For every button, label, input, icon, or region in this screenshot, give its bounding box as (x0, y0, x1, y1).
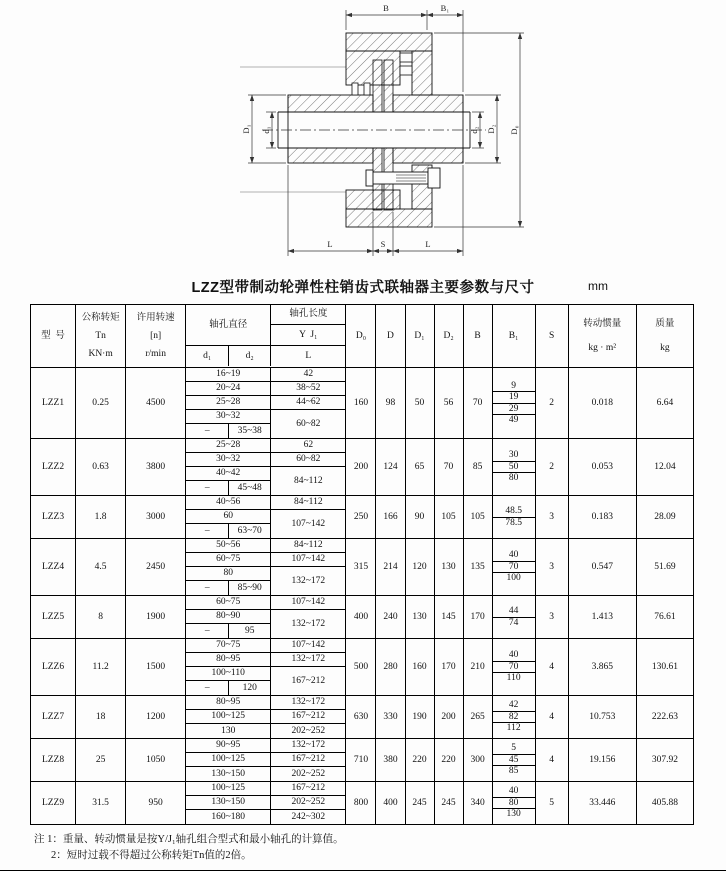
bore-cell (186, 639, 346, 696)
cell-speed: 950 (126, 782, 186, 825)
table-row (31, 596, 694, 639)
dim-label-D1: D₁ (241, 124, 251, 134)
cell-D: 330 (376, 696, 405, 739)
bore-grid (186, 782, 345, 824)
cell-torque: 1.8 (76, 496, 126, 539)
cell-model: LZZ6 (31, 639, 76, 696)
col-header-bore-diameter: 轴孔直径 (186, 305, 271, 346)
cell-D0: 250 (346, 496, 376, 539)
bore-diameter: 100~125 (186, 753, 271, 767)
cell-inertia: 33.446 (568, 782, 636, 825)
cell-torque: 11.2 (76, 639, 126, 696)
table-body (31, 368, 694, 825)
bore-length: 132~172 (291, 618, 326, 629)
note-line-2: 2：短时过载不得超过公称转矩Tn值的2倍。 (51, 850, 252, 861)
cell-D0: 630 (346, 696, 376, 739)
cell-D0: 800 (346, 782, 376, 825)
bore-d1: – (186, 681, 229, 695)
cell-model: LZZ9 (31, 782, 76, 825)
col-header-bore-length: 轴孔长度 (271, 305, 345, 325)
cell-B: 85 (463, 439, 492, 496)
bore-grid (186, 596, 345, 638)
cell-D1: 65 (405, 439, 434, 496)
bore-d1: – (186, 581, 229, 595)
bore-d2: 35~38 (229, 424, 271, 438)
dim-label-d2: d₂ (469, 126, 479, 134)
cell-B1 (492, 596, 535, 639)
bore-length: 84~112 (294, 475, 323, 486)
cell-B: 340 (463, 782, 492, 825)
cell-D1: 245 (405, 782, 434, 825)
bore-length: 242~302 (291, 811, 326, 822)
col-header-model: 型 号 (31, 305, 76, 368)
cell-S: 3 (535, 496, 568, 539)
bore-length: 167~212 (271, 782, 345, 796)
gear-teeth-detail (400, 53, 412, 75)
cell-D: 240 (376, 596, 405, 639)
coupling-cross-section (0, 0, 726, 272)
b1-value: 85 (508, 766, 519, 777)
cell-D2: 145 (434, 596, 463, 639)
notes (34, 832, 726, 864)
cell-D2: 200 (434, 696, 463, 739)
b1-stack (493, 743, 535, 776)
col-header-torque: 公称转矩 Tn KN·m (76, 305, 126, 368)
cell-D2: 56 (434, 368, 463, 439)
bore-d1: – (186, 524, 229, 538)
cell-torque: 8 (76, 596, 126, 639)
bore-length: 132~172 (291, 575, 326, 586)
b1-stack (493, 506, 535, 528)
bore-d2: 63~70 (229, 524, 271, 538)
cell-D0: 200 (346, 439, 376, 496)
bore-diameter: 130~150 (186, 796, 271, 810)
col-header-d2: d₂ (229, 346, 271, 366)
bore-cell (186, 782, 346, 825)
cell-D1: 120 (405, 539, 434, 596)
b1-value: 49 (508, 414, 519, 425)
dim-label-S: S (380, 239, 386, 249)
bore-length: 202~252 (291, 725, 326, 736)
cell-S: 2 (535, 439, 568, 496)
cell-D: 400 (376, 782, 405, 825)
cell-D1: 90 (405, 496, 434, 539)
cell-D0: 315 (346, 539, 376, 596)
cell-B1 (492, 639, 535, 696)
cell-torque: 18 (76, 696, 126, 739)
bore-diameter: 80~90 (186, 610, 271, 624)
cell-speed: 1200 (126, 696, 186, 739)
bore-diameter: 25~28 (186, 396, 271, 410)
b1-value: 100 (506, 573, 521, 584)
bore-length: 202~252 (271, 796, 345, 810)
bore-cell (186, 696, 346, 739)
cell-S: 2 (535, 368, 568, 439)
table-row (31, 696, 694, 739)
cell-inertia: 0.183 (568, 496, 636, 539)
col-header-D1: D₁ (405, 305, 434, 368)
unit-label: mm (588, 279, 608, 293)
bore-grid (186, 739, 345, 781)
cell-mass: 76.61 (636, 596, 693, 639)
cell-model: LZZ8 (31, 739, 76, 782)
cell-D2: 245 (434, 782, 463, 825)
bore-grid (186, 496, 345, 538)
cell-D1: 160 (405, 639, 434, 696)
cell-mass: 6.64 (636, 368, 693, 439)
cell-torque: 25 (76, 739, 126, 782)
table-row (31, 368, 694, 439)
cell-D: 214 (376, 539, 405, 596)
b1-value: 110 (506, 673, 521, 684)
col-header-D: D (376, 305, 405, 368)
dim-label-L-left: L (327, 239, 333, 249)
b1-stack (493, 381, 535, 426)
title-row (0, 276, 726, 298)
cell-D0: 710 (346, 739, 376, 782)
cell-model: LZZ7 (31, 696, 76, 739)
cell-B1 (492, 368, 535, 439)
dim-label-B1: B₁ (440, 3, 450, 13)
bore-d1: – (186, 424, 229, 438)
b1-value: 80 (508, 473, 519, 484)
bore-diameter: 30~32 (186, 410, 271, 424)
cell-mass: 12.04 (636, 439, 693, 496)
cell-speed: 4500 (126, 368, 186, 439)
bore-d2: 95 (229, 624, 271, 638)
b1-value: 48.5 (493, 506, 535, 517)
b1-value: 42 (493, 700, 535, 711)
bore-d1: – (186, 624, 229, 638)
cell-mass: 130.61 (636, 639, 693, 696)
col-header-speed: 许用转速 [n] r/min (126, 305, 186, 368)
cell-B: 105 (463, 496, 492, 539)
cell-B: 70 (463, 368, 492, 439)
cell-model: LZZ4 (31, 539, 76, 596)
col-header-D2: D₂ (434, 305, 463, 368)
b1-value: 80 (493, 798, 535, 809)
cell-torque: 0.25 (76, 368, 126, 439)
b1-stack (493, 786, 535, 819)
bore-diameter: 90~95 (186, 739, 271, 753)
bore-length: 84~112 (271, 496, 345, 510)
bore-diameter: 20~24 (186, 382, 271, 396)
cell-torque: 31.5 (76, 782, 126, 825)
bore-length: 84~112 (271, 539, 345, 553)
cell-B1 (492, 539, 535, 596)
b1-value: 40 (493, 786, 535, 797)
b1-value: 74 (508, 617, 519, 628)
b1-value: 30 (493, 450, 535, 461)
cell-mass: 222.63 (636, 696, 693, 739)
cell-speed: 1900 (126, 596, 186, 639)
bore-diameter: 130 (186, 724, 271, 738)
b1-value: 29 (493, 404, 535, 415)
dim-label-D0: D₀ (509, 125, 519, 135)
bore-cell (186, 596, 346, 639)
bore-cell (186, 496, 346, 539)
bore-length: 42 (271, 368, 345, 382)
bore-diameter: 60~75 (186, 553, 271, 567)
table-row (31, 782, 694, 825)
bore-length: 167~212 (291, 675, 326, 686)
bore-d1: – (186, 481, 229, 495)
cell-mass: 405.88 (636, 782, 693, 825)
table-row (31, 639, 694, 696)
col-header-B1: B₁ (492, 305, 535, 368)
page-title: LZZ型带制动轮弹性柱销齿式联轴器主要参数与尺寸 (191, 280, 535, 296)
cell-B: 135 (463, 539, 492, 596)
table-row (31, 439, 694, 496)
bore-length: 38~52 (271, 382, 345, 396)
bore-length: 60~82 (271, 453, 345, 467)
bore-length: 62 (271, 439, 345, 453)
b1-stack (493, 606, 535, 628)
bore-d2: 85~90 (229, 581, 271, 595)
bore-length: 167~212 (271, 710, 345, 724)
b1-stack (493, 700, 535, 733)
cell-D: 98 (376, 368, 405, 439)
cell-inertia: 1.413 (568, 596, 636, 639)
bore-length: 107~142 (291, 518, 326, 529)
bore-diameter: 130~150 (186, 767, 271, 781)
cell-D1: 130 (405, 596, 434, 639)
bore-diameter: 80~95 (186, 696, 271, 710)
cell-S: 5 (535, 782, 568, 825)
bore-cell (186, 739, 346, 782)
bore-grid (186, 696, 345, 738)
cell-D2: 70 (434, 439, 463, 496)
cell-inertia: 0.018 (568, 368, 636, 439)
cell-D2: 105 (434, 496, 463, 539)
cell-torque: 4.5 (76, 539, 126, 596)
cell-torque: 0.63 (76, 439, 126, 496)
table-row (31, 539, 694, 596)
cell-B1 (492, 439, 535, 496)
col-header-d1: d₁ (186, 346, 229, 366)
cell-D1: 190 (405, 696, 434, 739)
cell-D: 166 (376, 496, 405, 539)
b1-value: 82 (493, 712, 535, 723)
bore-grid (186, 368, 345, 438)
bore-diameter: 60 (186, 510, 271, 524)
bore-diameter: 16~19 (186, 368, 271, 382)
bore-d2: 45~48 (229, 481, 271, 495)
bore-cell (186, 539, 346, 596)
bore-length: 107~142 (271, 553, 345, 567)
cell-B: 170 (463, 596, 492, 639)
col-header-B: B (463, 305, 492, 368)
b1-value: 40 (493, 650, 535, 661)
bore-length: 107~142 (271, 596, 345, 610)
bore-length: 60~82 (296, 418, 321, 429)
dim-label-L-right: L (425, 239, 431, 249)
col-header-L: L (305, 350, 312, 361)
bore-length: 132~172 (271, 739, 345, 753)
cell-D2: 220 (434, 739, 463, 782)
b1-value: 50 (493, 462, 535, 473)
cell-S: 3 (535, 596, 568, 639)
cell-model: LZZ2 (31, 439, 76, 496)
col-header-mass: 质量 kg (636, 305, 693, 368)
col-header-inertia: 转动惯量 kg · m² (568, 305, 636, 368)
cell-inertia: 3.865 (568, 639, 636, 696)
cell-D: 380 (376, 739, 405, 782)
cell-B: 265 (463, 696, 492, 739)
cell-D: 124 (376, 439, 405, 496)
cell-D: 280 (376, 639, 405, 696)
bore-diameter: 80~95 (186, 653, 271, 667)
b1-stack (493, 550, 535, 583)
cell-B1 (492, 496, 535, 539)
col-header-S: S (535, 305, 568, 368)
bore-diameter: 160~180 (186, 810, 271, 824)
leader-lines (240, 67, 346, 192)
cell-D2: 130 (434, 539, 463, 596)
cell-B1 (492, 782, 535, 825)
bore-diameter: 70~75 (186, 639, 271, 653)
bore-grid (186, 439, 345, 495)
bore-diameter: 100~125 (186, 782, 271, 796)
table-row (31, 739, 694, 782)
cell-speed: 1050 (126, 739, 186, 782)
b1-value: 19 (493, 392, 535, 403)
dim-label-d1: d₁ (261, 126, 271, 134)
bore-grid (186, 639, 345, 695)
cell-S: 4 (535, 739, 568, 782)
dim-label-B: B (383, 3, 389, 13)
bore-d2: 120 (229, 681, 271, 695)
cell-B1 (492, 696, 535, 739)
cell-D1: 50 (405, 368, 434, 439)
bore-diameter: 100~125 (186, 710, 271, 724)
cell-inertia: 0.547 (568, 539, 636, 596)
bore-diameter: 80 (186, 567, 271, 581)
cell-D0: 160 (346, 368, 376, 439)
cell-S: 4 (535, 639, 568, 696)
cell-D0: 400 (346, 596, 376, 639)
cell-speed: 3000 (126, 496, 186, 539)
cell-B: 210 (463, 639, 492, 696)
bore-cell (186, 368, 346, 439)
cell-mass: 51.69 (636, 539, 693, 596)
b1-value: 9 (493, 381, 535, 392)
b1-value: 70 (493, 662, 535, 673)
cell-B1 (492, 739, 535, 782)
cell-speed: 1500 (126, 639, 186, 696)
table-header (31, 305, 694, 368)
b1-value: 112 (506, 723, 521, 734)
cell-inertia: 10.753 (568, 696, 636, 739)
cell-model: LZZ1 (31, 368, 76, 439)
b1-value: 45 (493, 755, 535, 766)
bore-diameter: 30~32 (186, 453, 271, 467)
cell-B: 300 (463, 739, 492, 782)
bore-grid (186, 539, 345, 595)
b1-value: 44 (493, 606, 535, 617)
cell-D2: 170 (434, 639, 463, 696)
bore-diameter: 100~110 (186, 667, 271, 681)
cell-mass: 307.92 (636, 739, 693, 782)
bore-length: 167~212 (271, 753, 345, 767)
cell-model: LZZ5 (31, 596, 76, 639)
note-label: 注 (34, 834, 45, 845)
bore-diameter: 25~28 (186, 439, 271, 453)
spec-table (30, 304, 694, 825)
b1-value: 78.5 (505, 517, 522, 528)
col-header-bore-group (186, 305, 346, 368)
bore-length: 132~172 (271, 696, 345, 710)
cell-inertia: 19.156 (568, 739, 636, 782)
bore-length: 132~172 (271, 653, 345, 667)
bore-diameter: 40~42 (186, 467, 271, 481)
dim-label-D2: D₂ (486, 124, 496, 134)
b1-stack (493, 450, 535, 483)
cell-inertia: 0.053 (568, 439, 636, 496)
cell-S: 3 (535, 539, 568, 596)
b1-stack (493, 650, 535, 683)
bore-length: 107~142 (271, 639, 345, 653)
bore-diameter: 60~75 (186, 596, 271, 610)
b1-value: 130 (506, 809, 521, 820)
cell-speed: 2450 (126, 539, 186, 596)
col-header-D0: D₀ (346, 305, 376, 368)
cell-mass: 28.09 (636, 496, 693, 539)
bore-diameter: 40~56 (186, 496, 271, 510)
cell-D0: 500 (346, 639, 376, 696)
cell-D1: 220 (405, 739, 434, 782)
coupling-drawing (0, 0, 726, 272)
bore-cell (186, 439, 346, 496)
b1-value: 5 (493, 743, 535, 754)
bore-length: 202~252 (291, 768, 326, 779)
note-line-1: 注 1：重量、转动惯量是按Y/J₁轴孔组合型式和最小轴孔的计算值。 (34, 834, 344, 845)
b1-value: 70 (493, 562, 535, 573)
b1-value: 40 (493, 550, 535, 561)
cell-speed: 3800 (126, 439, 186, 496)
col-header-bore-types: Y J₁ (271, 325, 345, 346)
table-row (31, 496, 694, 539)
cell-S: 4 (535, 696, 568, 739)
bore-diameter: 50~56 (186, 539, 271, 553)
cell-model: LZZ3 (31, 496, 76, 539)
bore-length: 44~62 (271, 396, 345, 410)
